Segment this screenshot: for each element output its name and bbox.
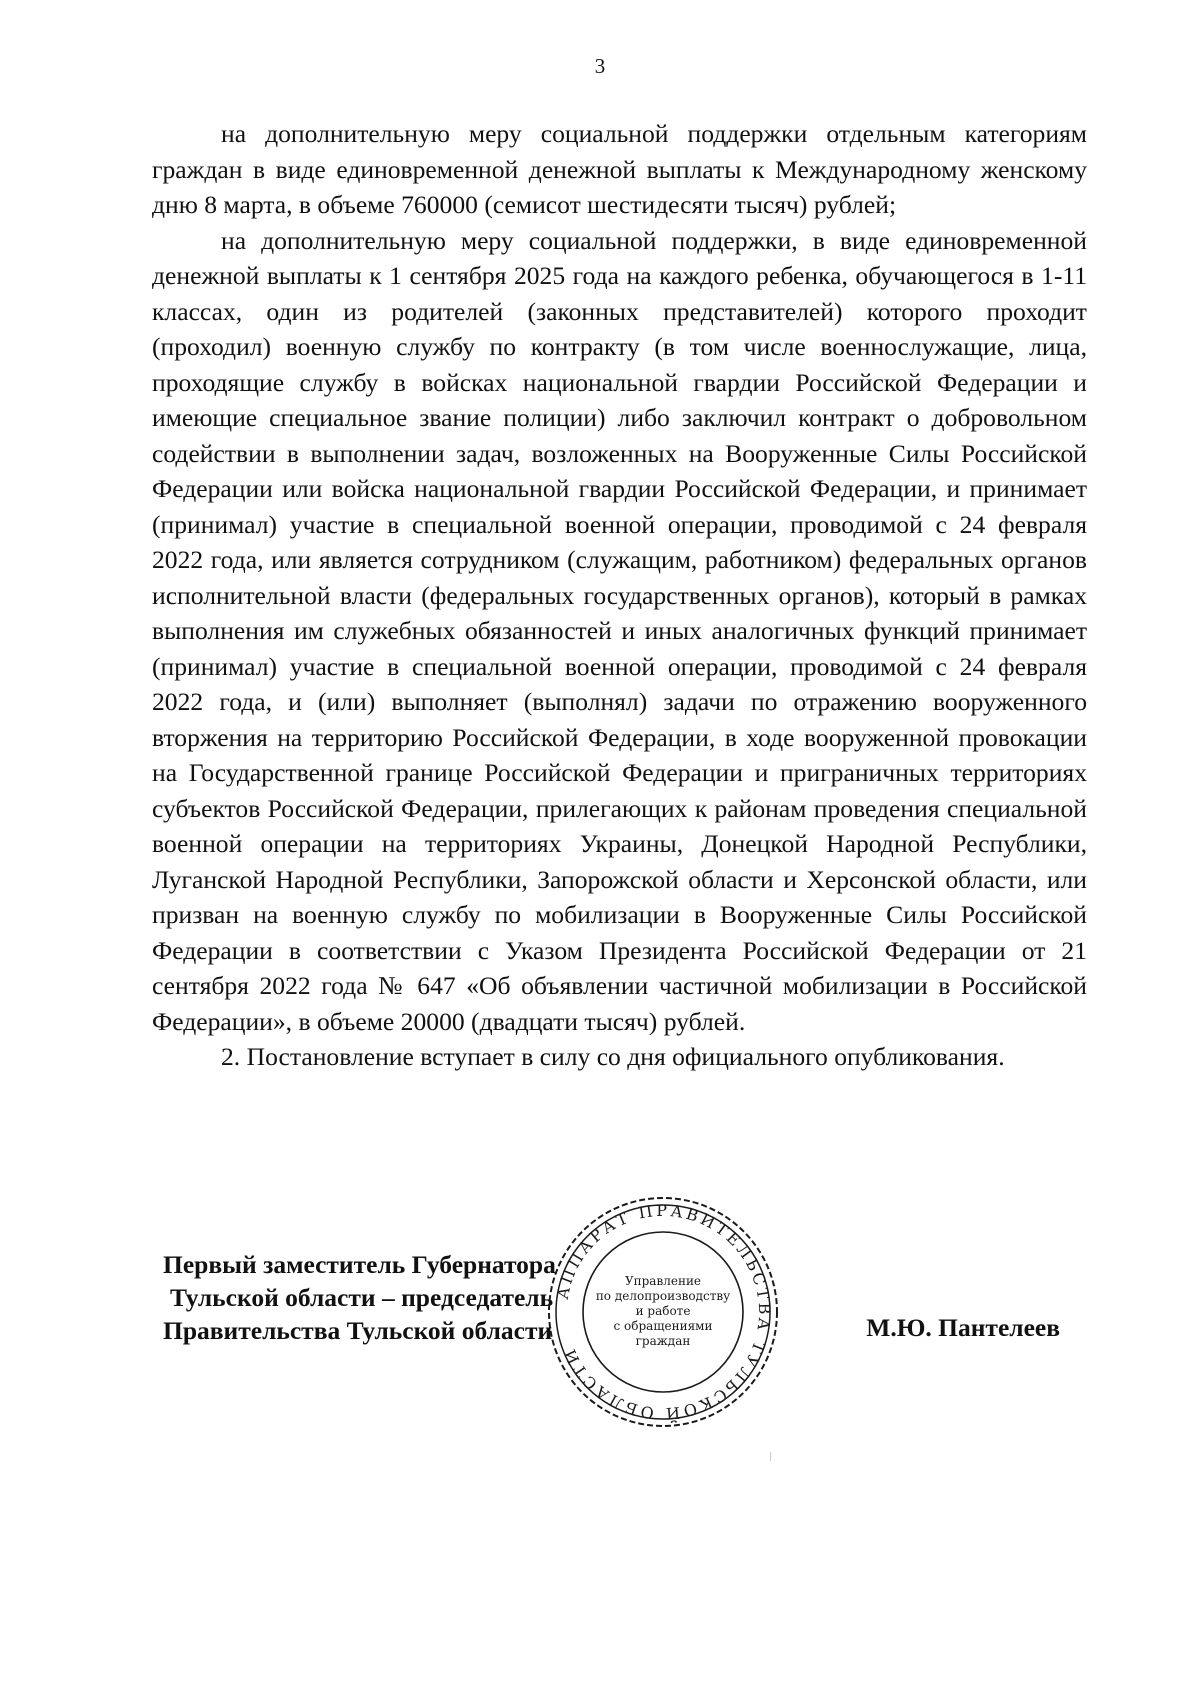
seal-ring-text: АППАРАТ ПРАВИТЕЛЬСТВА ТУЛЬСКОЙ ОБЛАСТИ [552, 1200, 775, 1424]
scan-artifact [770, 1452, 771, 1461]
seal-center-line: по делопроизводству [595, 1289, 731, 1303]
signatory-title-line-3: Правительства Тульской области [163, 1316, 553, 1345]
paragraph-september-payment: на дополнительную меру социальной поддержки, в виде единовременной денежной выплаты к 1 сентября 2025 года на каждого ребенка, обучающегося в 1-11 классах, один из родителей (законных представителей) которого проходит (проходил) военную службу по контракту (в том числе военнослужащие, лица, проходящие службу в войсках национальной гвардии Российской Федерации и имеющие специальное звание полиции) либо заключил контракт о добровольном содействии в выполнении задач, возложенных на Вооруженные Силы Российской Федерации или войска национальной гвардии Российской Федерации, и принимает (принимал) участие в специальной военной операции, проводимой с 24 февраля 2022 года, или является сотрудником (служащим, работником) федеральных органов исполнительной власти (федеральных государственных органов), который в рамках выполнения им служебных обязанностей и иных аналогичных функций принимает (принимал) участие в специальной военной операции, проводимой с 24 февраля 2022 года, и (или) выполняет (выполнял) задачи по отражению вооруженного вторжения на территорию Российской Федерации, в ходе вооруженной провокации на Государственной границе Российской Федерации и приграничных территориях субъектов Российской Федерации, прилегающих к районам проведения специальной военной операции на территориях Украины, Донецкой Народной Республики, Луганской Народной Республики, Запорожской области и Херсонской области, или призван на военную службу по мобилизации в Вооруженные Силы Российской Федерации в соответствии с Указом Президента Российской Федерации от 21 сентября 2022 года № 647 «Об объявлении частичной мобилизации в Российской Федерации», в объеме 20000 (двадцати тысяч) рублей. [152, 225, 1087, 1036]
page-number: 3 [594, 54, 606, 78]
seal-center-line: и работе [635, 1304, 691, 1318]
official-seal-stamp [543, 1192, 783, 1432]
signatory-title-line-2: Тульской области – председатель [170, 1283, 554, 1312]
signatory-name: М.Ю. Пантелеев [866, 1313, 1060, 1342]
signatory-title [163, 1248, 556, 1347]
seal-center-line: Управление [624, 1274, 702, 1288]
seal-center-line: с обращениями [613, 1319, 713, 1333]
paragraph-womens-day-payment: на дополнительную меру социальной поддержки отдельным категориям граждан в виде единовременной денежной выплаты к Международному женскому дню 8 марта, в объеме 760000 (семисот шестидесяти тысяч) рублей; [152, 119, 1087, 219]
signatory-title-line-1: Первый заместитель Губернатора [163, 1250, 556, 1279]
paragraph-entry-into-force: 2. Постановление вступает в силу со дня официального опубликования. [221, 1042, 1005, 1071]
seal-center-line: граждан [635, 1334, 691, 1348]
document-body [152, 116, 1087, 1075]
seal-center-text [593, 1274, 733, 1349]
